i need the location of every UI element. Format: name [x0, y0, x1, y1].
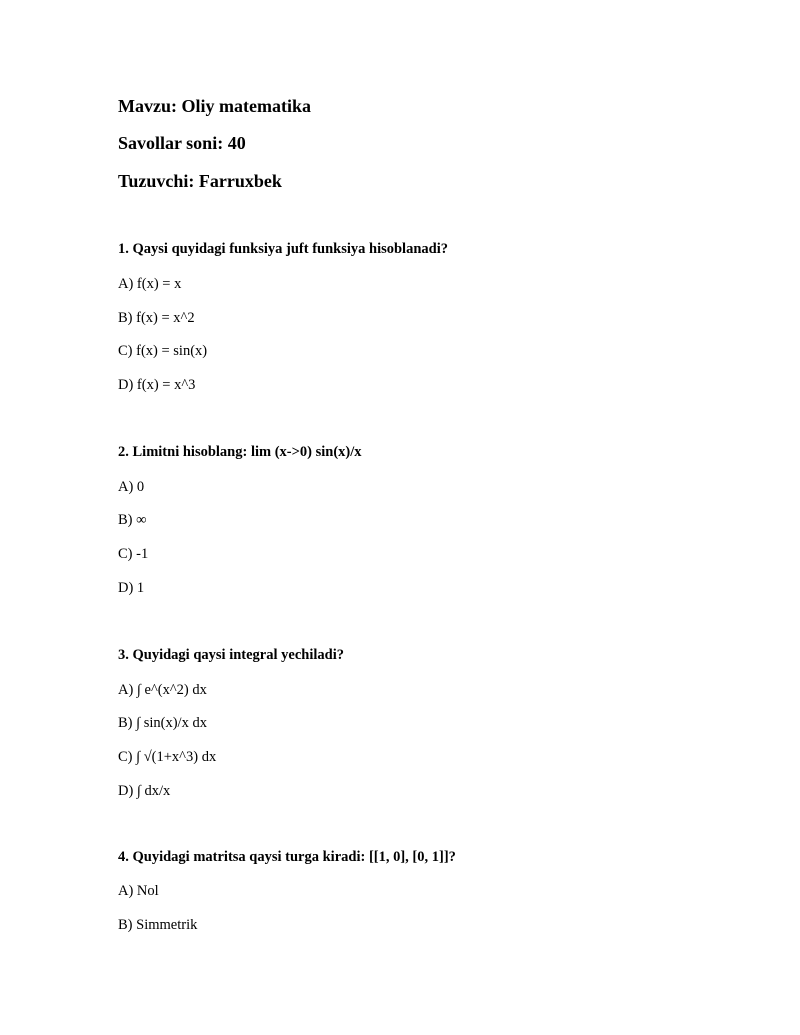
- option-b: B) ∫ sin(x)/x dx: [118, 715, 207, 731]
- question-text: 3. Quyidagi qaysi integral yechiladi?: [118, 647, 344, 663]
- option-c: C) f(x) = sin(x): [118, 343, 208, 359]
- option-d: D) f(x) = x^3: [118, 377, 196, 393]
- question-text: 4. Quyidagi matritsa qaysi turga kiradi: [[1, 0], [0, 1]]?: [118, 849, 456, 865]
- question-text: 2. Limitni hisoblang: lim (x->0) sin(x)/x: [118, 444, 362, 460]
- option-d: D) ∫ dx/x: [118, 783, 171, 799]
- question-2: [118, 443, 738, 596]
- option-a: A) Nol: [118, 883, 159, 899]
- option-a: A) f(x) = x: [118, 276, 182, 292]
- option-a: A) 0: [118, 479, 145, 495]
- question-text: 1. Qaysi quyidagi funksiya juft funksiya hisoblanadi?: [118, 241, 448, 257]
- topic-heading: Mavzu: Oliy matematika: [118, 96, 311, 116]
- question-3: [118, 646, 738, 799]
- option-b: B) Simmetrik: [118, 917, 198, 933]
- option-b: B) f(x) = x^2: [118, 310, 195, 326]
- option-b: B) ∞: [118, 512, 147, 528]
- option-a: A) ∫ e^(x^2) dx: [118, 682, 207, 698]
- option-d: D) 1: [118, 580, 145, 596]
- option-c: C) ∫ √(1+x^3) dx: [118, 749, 217, 765]
- author-heading: Tuzuvchi: Farruxbek: [118, 171, 282, 191]
- option-c: C) -1: [118, 546, 149, 562]
- question-4: [118, 848, 738, 933]
- question-count-heading: Savollar soni: 40: [118, 133, 246, 153]
- question-1: [118, 240, 738, 393]
